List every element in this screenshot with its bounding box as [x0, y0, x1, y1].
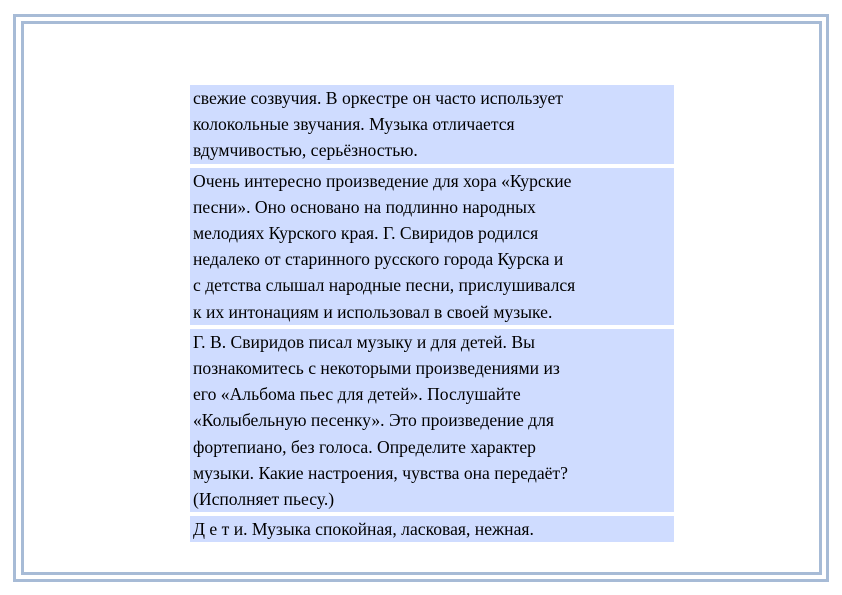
paragraph-4: Д е т и. Музыка спокойная, ласковая, нежная.: [190, 516, 674, 542]
paragraph-3: Г. В. Свиридов писал музыку и для детей. Вы познакомитесь с некоторыми произведениями из его «Альбома пьес для детей». Послушайте «Колыбельную песенку». Это произведение для фортепиано, без голоса. Определите характер музыки. Какие настроения, чувства она передаёт? (Исполняет пьесу.): [190, 329, 674, 512]
paragraph-2: Очень интересно произведение для хора «Курские песни». Оно основано на подлинно народных мелодиях Курского края. Г. Свиридов родился недалеко от старинного русского города Курска и с детства слышал народные песни, прислушивался к их интонациям и использовал в своей музыке.: [190, 168, 674, 325]
paragraph-1: свежие созвучия. В оркестре он часто использует колокольные звучания. Музыка отличается вдумчивостью, серьёзностью.: [190, 85, 674, 164]
text-content: [190, 85, 674, 542]
